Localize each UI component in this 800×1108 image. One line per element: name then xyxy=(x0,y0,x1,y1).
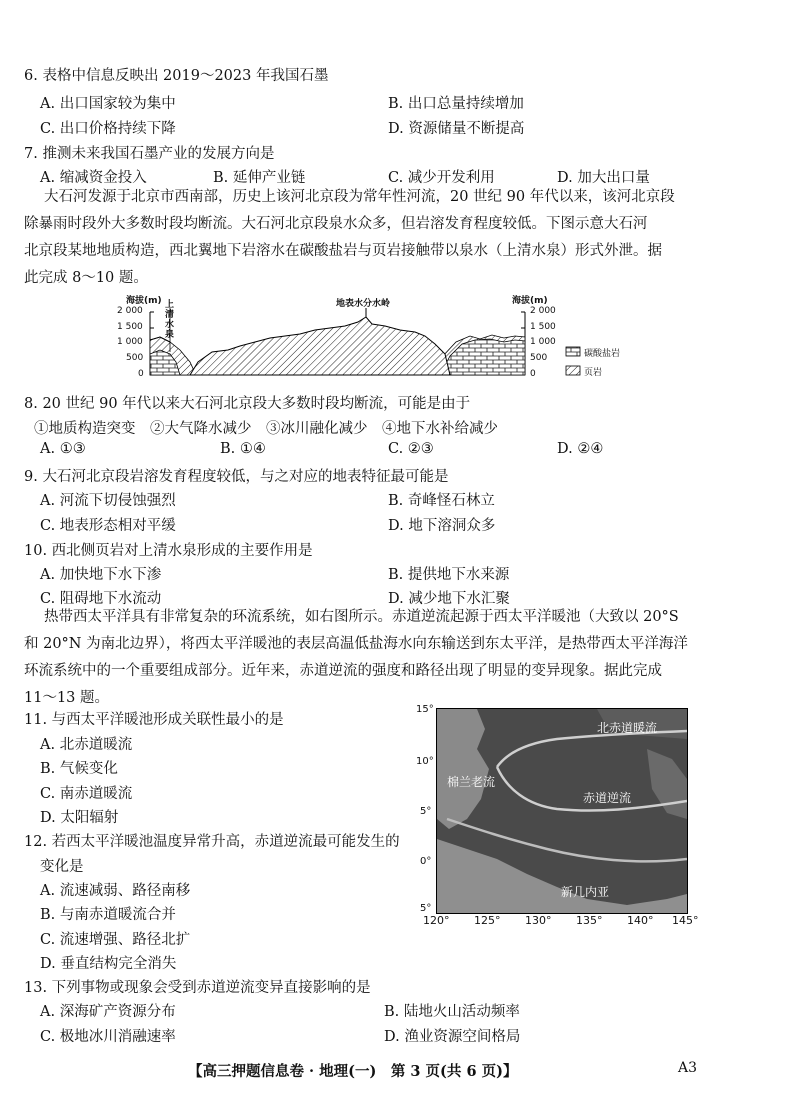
q11-option-c: C. 南赤道暖流 xyxy=(40,786,133,802)
q7-option-b: B. 延伸产业链 xyxy=(213,170,306,186)
lon-label: 125° xyxy=(474,914,501,927)
legend-shale-swatch xyxy=(566,366,580,375)
q11-stem: 11. 与西太平洋暖池形成关联性最小的是 xyxy=(24,712,284,728)
spring-label-char: 上 xyxy=(165,300,175,310)
legend-shale-label: 页岩 xyxy=(584,368,603,378)
q9-stem: 9. 大石河北京段岩溶发育程度较低，与之对应的地表特征最可能是 xyxy=(24,469,449,485)
profile-right-tick: 2 000 xyxy=(530,306,556,316)
q6-option-b: B. 出口总量持续增加 xyxy=(388,96,524,112)
profile-left-tick: 1 500 xyxy=(117,322,143,332)
q8-option-d: D. ②④ xyxy=(557,441,604,457)
q10-option-c: C. 阻碍地下水流动 xyxy=(40,591,162,607)
q13-stem: 13. 下列事物或现象会受到赤道逆流变异直接影响的是 xyxy=(24,980,371,996)
q11-option-b: B. 气候变化 xyxy=(40,761,118,777)
lon-label: 145° xyxy=(672,914,699,927)
spring-label-char: 清 xyxy=(165,310,175,320)
central-mountain xyxy=(190,317,450,375)
q9-option-c: C. 地表形态相对平缓 xyxy=(40,518,176,534)
page-code: A3 xyxy=(678,1060,698,1076)
q7-option-a: A. 缩减资金投入 xyxy=(40,170,147,186)
q8-option-a: A. ①③ xyxy=(40,441,86,457)
q13-option-b: B. 陆地火山活动频率 xyxy=(384,1004,520,1020)
q12-option-a: A. 流速减弱、路径南移 xyxy=(40,883,191,899)
passage-2-line: 11～13 题。 xyxy=(24,690,110,706)
label-new-guinea: 新几内亚 xyxy=(561,885,610,899)
profile-left-tick: 500 xyxy=(126,353,144,363)
q6-option-d: D. 资源储量不断提高 xyxy=(388,121,525,137)
q12-stem: 12. 若西太平洋暖池温度异常升高，赤道逆流最可能发生的 xyxy=(24,834,400,850)
label-north-equatorial: 北赤道暖流 xyxy=(597,721,658,735)
profile-left-tick: 0 xyxy=(138,369,144,379)
lat-label: 5° xyxy=(420,806,432,817)
passage-2-line: 环流系统中的一个重要组成部分。近年来，赤道逆流的强度和路径出现了明显的变异现象。据此完成 xyxy=(24,663,662,679)
lon-label: 140° xyxy=(627,914,654,927)
q8-option-c: C. ②③ xyxy=(388,441,434,457)
q8-statements: ①地质构造突变 ②大气降水减少 ③冰川融化减少 ④地下水补给减少 xyxy=(34,421,498,437)
q13-option-a: A. 深海矿产资源分布 xyxy=(40,1004,176,1020)
q8-stem: 8. 20 世纪 90 年代以来大石河北京段大多数时段均断流，可能是由于 xyxy=(24,396,471,412)
q12-option-d: D. 垂直结构完全消失 xyxy=(40,956,177,972)
ocean-current-map xyxy=(436,708,688,914)
lon-label: 135° xyxy=(576,914,603,927)
lat-label: 0° xyxy=(420,856,432,867)
legend-carbonate-label: 碳酸盐岩 xyxy=(584,349,621,359)
q12-stem-cont: 变化是 xyxy=(40,859,84,875)
profile-right-tick: 0 xyxy=(530,369,536,379)
q7-option-d: D. 加大出口量 xyxy=(557,170,650,186)
q6-option-a: A. 出口国家较为集中 xyxy=(40,96,176,112)
spring-label-char: 水 xyxy=(165,320,175,330)
passage-1 xyxy=(24,184,704,292)
lat-label: 15° xyxy=(416,704,434,715)
q7-option-c: C. 减少开发利用 xyxy=(388,170,495,186)
q9-option-b: B. 奇峰怪石林立 xyxy=(388,493,495,509)
q9-option-d: D. 地下溶洞众多 xyxy=(388,518,496,534)
q11-option-a: A. 北赤道暖流 xyxy=(40,737,133,753)
q9-option-a: A. 河流下切侵蚀强烈 xyxy=(40,493,176,509)
lon-label: 130° xyxy=(525,914,552,927)
q13-option-c: C. 极地冰川消融速率 xyxy=(40,1029,176,1045)
q12-option-c: C. 流速增强、路径北扩 xyxy=(40,932,191,948)
passage-1-line: 大石河发源于北京市西南部，历史上该河北京段为常年性河流，20 世纪 90 年代以来，该河北京段 xyxy=(44,189,675,205)
q10-option-d: D. 减少地下水汇聚 xyxy=(388,591,510,607)
q12-option-b: B. 与南赤道暖流合并 xyxy=(40,907,176,923)
label-mindanao: 棉兰老流 xyxy=(447,775,496,789)
lat-label: 10° xyxy=(416,756,434,767)
spring-label-char: 泉 xyxy=(165,330,175,340)
page-footer: 【高三押题信息卷 · 地理(一) 第 3 页(共 6 页)】 xyxy=(188,1063,518,1080)
profile-right-tick: 500 xyxy=(530,353,548,363)
profile-left-axis-title: 海拔(m) xyxy=(126,296,162,306)
q7-stem: 7. 推测未来我国石墨产业的发展方向是 xyxy=(24,146,275,162)
q10-option-b: B. 提供地下水来源 xyxy=(388,567,510,583)
passage-1-line: 除暴雨时段外大多数时段均断流。大石河北京段泉水众多，但岩溶发育程度较低。下图示意大石河 xyxy=(24,216,648,232)
lon-label: 120° xyxy=(423,914,450,927)
profile-left-tick: 2 000 xyxy=(117,306,143,316)
profile-right-tick: 1 000 xyxy=(530,337,556,347)
q6-option-c: C. 出口价格持续下降 xyxy=(40,121,176,137)
passage-1-line: 北京段某地地质构造，西北翼地下岩溶水在碳酸盐岩与页岩接触带以泉水（上清水泉）形式外泄。据 xyxy=(24,243,662,259)
profile-left-tick: 1 000 xyxy=(117,337,143,347)
q6-stem: 6. 表格中信息反映出 2019～2023 年我国石墨 xyxy=(24,68,329,84)
passage-1-line: 此完成 8～10 题。 xyxy=(24,270,148,286)
profile-right-tick: 1 500 xyxy=(530,322,556,332)
profile-right-axis-title: 海拔(m) xyxy=(512,296,548,306)
lat-label: 5° xyxy=(420,903,432,914)
q13-option-d: D. 渔业资源空间格局 xyxy=(384,1029,521,1045)
passage-2-line: 和 20°N 为南北边界），将西太平洋暖池的表层高温低盐海水向东输送到东太平洋，是热带西太平洋海洋 xyxy=(24,636,688,652)
label-counter-current: 赤道逆流 xyxy=(583,791,632,805)
q11-option-d: D. 太阳辐射 xyxy=(40,810,119,826)
carbonate-body-right xyxy=(440,339,525,375)
q8-option-b: B. ①④ xyxy=(220,441,266,457)
passage-2 xyxy=(24,604,704,712)
spring-label xyxy=(165,300,174,340)
q10-option-a: A. 加快地下水下渗 xyxy=(40,567,162,583)
passage-2-line: 热带西太平洋具有非常复杂的环流系统，如右图所示。赤道逆流起源于西太平洋暖池（大致以 20°S xyxy=(44,609,679,625)
q10-stem: 10. 西北侧页岩对上清水泉形成的主要作用是 xyxy=(24,543,313,559)
legend-carbonate-swatch xyxy=(566,347,580,356)
divide-label: 地表水分水岭 xyxy=(336,299,391,309)
